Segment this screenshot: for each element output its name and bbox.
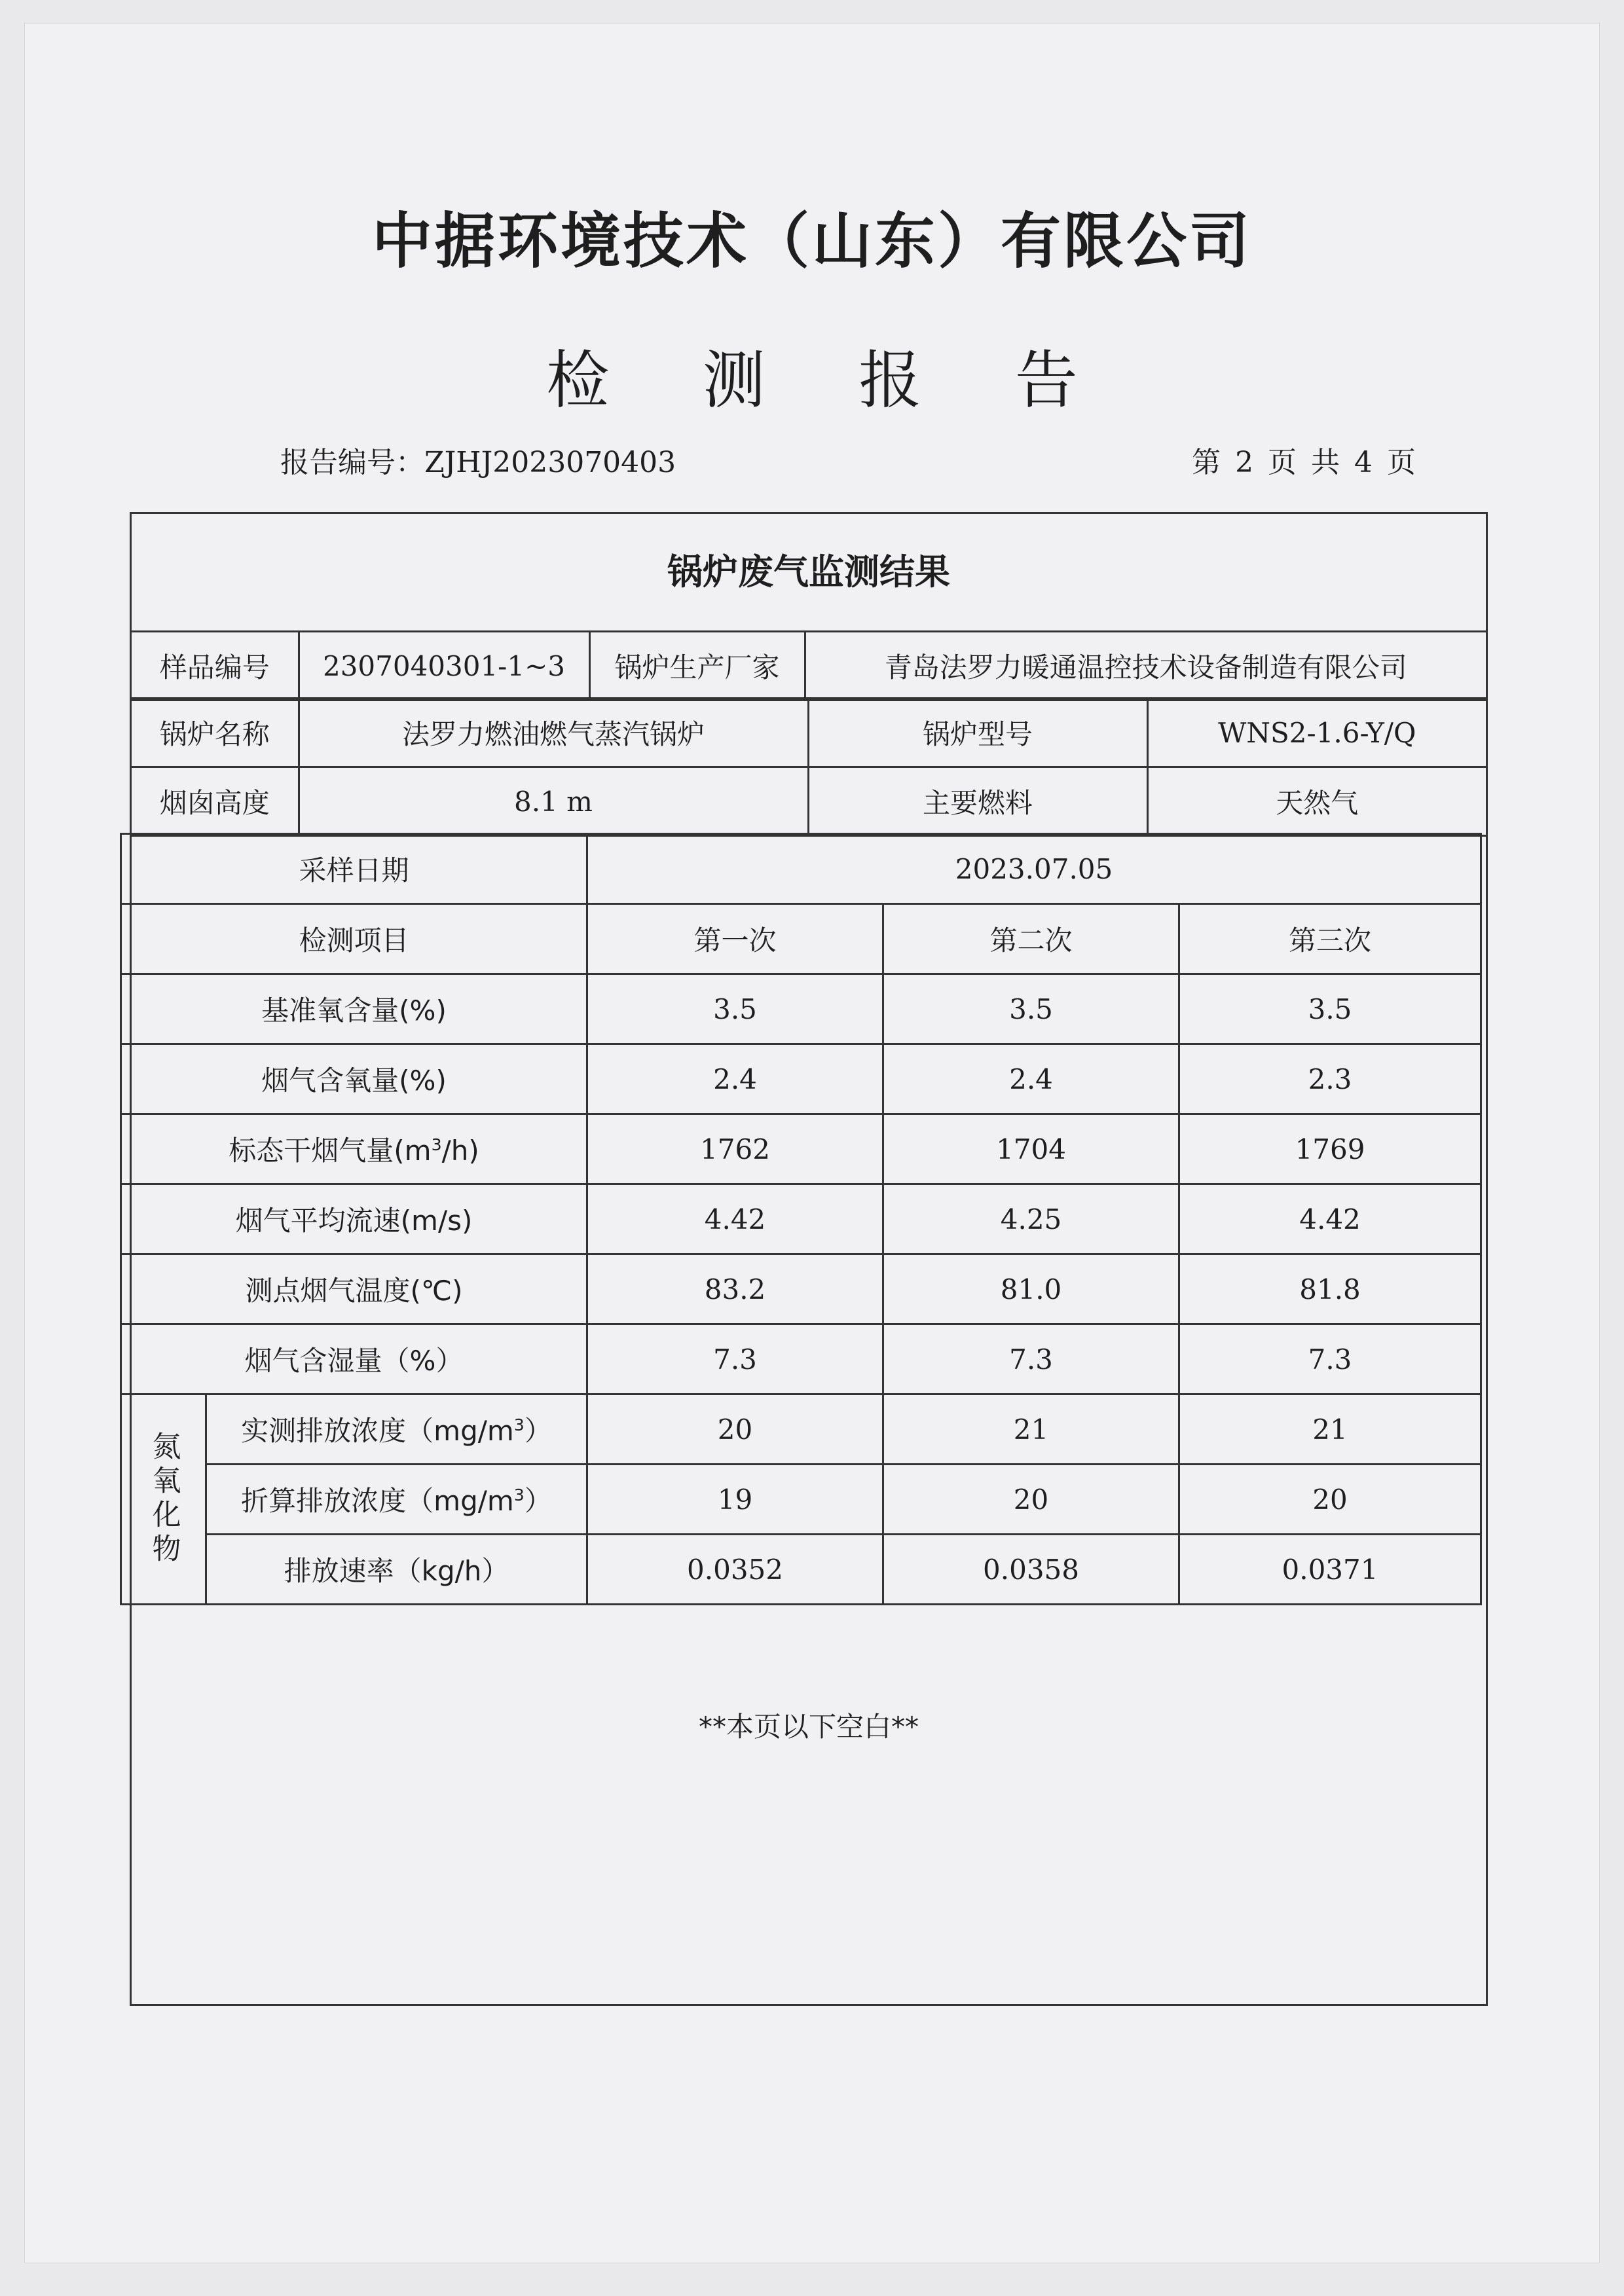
blank-note: **本页以下空白** xyxy=(698,1711,919,1743)
column-header-row xyxy=(121,904,1481,974)
sampling-date-row xyxy=(121,834,1481,904)
cell-value: 19 xyxy=(587,1465,883,1535)
fuel-value: 天然气 xyxy=(1147,767,1486,836)
report-number: 报告编号：ZJHJ2023070403 xyxy=(280,446,676,479)
info-row xyxy=(132,699,1486,767)
col-second-header: 第二次 xyxy=(883,904,1179,974)
boiler-name-label: 锅炉名称 xyxy=(132,699,299,767)
info-row xyxy=(132,632,1486,701)
col-item-header: 检测项目 xyxy=(121,904,587,974)
table-row xyxy=(121,1394,1481,1465)
sampling-date-label: 采样日期 xyxy=(121,834,587,904)
cell-value: 0.0371 xyxy=(1179,1535,1481,1605)
table-row xyxy=(121,1184,1481,1254)
report-title: 检 测 报 告 xyxy=(546,344,1115,417)
maker-label: 锅炉生产厂家 xyxy=(589,632,805,701)
model-label: 锅炉型号 xyxy=(808,699,1147,767)
maker-value: 青岛法罗力暖通温控技术设备制造有限公司 xyxy=(805,632,1486,701)
section-title: 锅炉废气监测结果 xyxy=(667,551,950,592)
row-label: 实测排放浓度$(mg/m^3)$ xyxy=(206,1394,587,1465)
info-row xyxy=(132,767,1486,836)
cell-value: 1769 xyxy=(1179,1114,1481,1184)
table-row xyxy=(121,974,1481,1044)
cell-value: 0.0352 xyxy=(587,1535,883,1605)
cell-value: 20 xyxy=(1179,1465,1481,1535)
cell-value: 7.3 xyxy=(1179,1324,1481,1394)
page-indicator: 第 2 页 共 4 页 xyxy=(1192,446,1416,479)
row-label: 烟气含氧量(%) xyxy=(121,1044,587,1114)
cell-value: 83.2 xyxy=(587,1254,883,1324)
cell-value: 3.5 xyxy=(883,974,1179,1044)
cell-value: 81.0 xyxy=(883,1254,1179,1324)
sample-no-value: 2307040301-1~3 xyxy=(299,632,589,701)
chimney-label: 烟囱高度 xyxy=(132,767,299,836)
cell-value: 1704 xyxy=(883,1114,1179,1184)
row-label: 测点烟气温度(℃) xyxy=(121,1254,587,1324)
results-frame xyxy=(130,512,1488,2006)
cell-value: 21 xyxy=(1179,1394,1481,1465)
company-name: 中据环境技术（山东）有限公司 xyxy=(371,206,1252,276)
cell-value: 0.0358 xyxy=(883,1535,1179,1605)
cell-value: 4.42 xyxy=(587,1184,883,1254)
cell-value: 1762 xyxy=(587,1114,883,1184)
row-label: 烟气含湿量（%） xyxy=(121,1324,587,1394)
cell-value: 2.4 xyxy=(883,1044,1179,1114)
fuel-label: 主要燃料 xyxy=(808,767,1147,836)
table-row xyxy=(121,1044,1481,1114)
row-label: 烟气平均流速(m/s) xyxy=(121,1184,587,1254)
table-row xyxy=(121,1254,1481,1324)
cell-value: 21 xyxy=(883,1394,1179,1465)
nox-group-label: 氮氧化物 xyxy=(121,1394,206,1605)
chimney-value: 8.1 m xyxy=(299,767,808,836)
results-table xyxy=(120,833,1482,1605)
cell-value: 3.5 xyxy=(1179,974,1481,1044)
col-first-header: 第一次 xyxy=(587,904,883,974)
cell-value: 4.42 xyxy=(1179,1184,1481,1254)
table-row xyxy=(121,1465,1481,1535)
boiler-name-value: 法罗力燃油燃气蒸汽锅炉 xyxy=(299,699,808,767)
row-label: 基准氧含量(%) xyxy=(121,974,587,1044)
table-row xyxy=(121,1535,1481,1605)
sampling-date-value: 2023.07.05 xyxy=(587,834,1481,904)
sample-no-label: 样品编号 xyxy=(132,632,299,701)
table-row xyxy=(121,1114,1481,1184)
table-row xyxy=(121,1324,1481,1394)
cell-value: 20 xyxy=(587,1394,883,1465)
row-label: 折算排放浓度$(mg/m^3)$ xyxy=(206,1465,587,1535)
model-value: WNS2-1.6-Y/Q xyxy=(1147,699,1486,767)
cell-value: 4.25 xyxy=(883,1184,1179,1254)
cell-value: 20 xyxy=(883,1465,1179,1535)
boiler-info-table xyxy=(132,630,1486,701)
cell-value: 2.4 xyxy=(587,1044,883,1114)
boiler-info-table-2 xyxy=(132,697,1486,837)
cell-value: 7.3 xyxy=(883,1324,1179,1394)
cell-value: 2.3 xyxy=(1179,1044,1481,1114)
row-label: 排放速率（kg/h） xyxy=(206,1535,587,1605)
col-third-header: 第三次 xyxy=(1179,904,1481,974)
row-label: 标态干烟气量$(m^3/h)$ xyxy=(121,1114,587,1184)
cell-value: 81.8 xyxy=(1179,1254,1481,1324)
cell-value: 7.3 xyxy=(587,1324,883,1394)
cell-value: 3.5 xyxy=(587,974,883,1044)
